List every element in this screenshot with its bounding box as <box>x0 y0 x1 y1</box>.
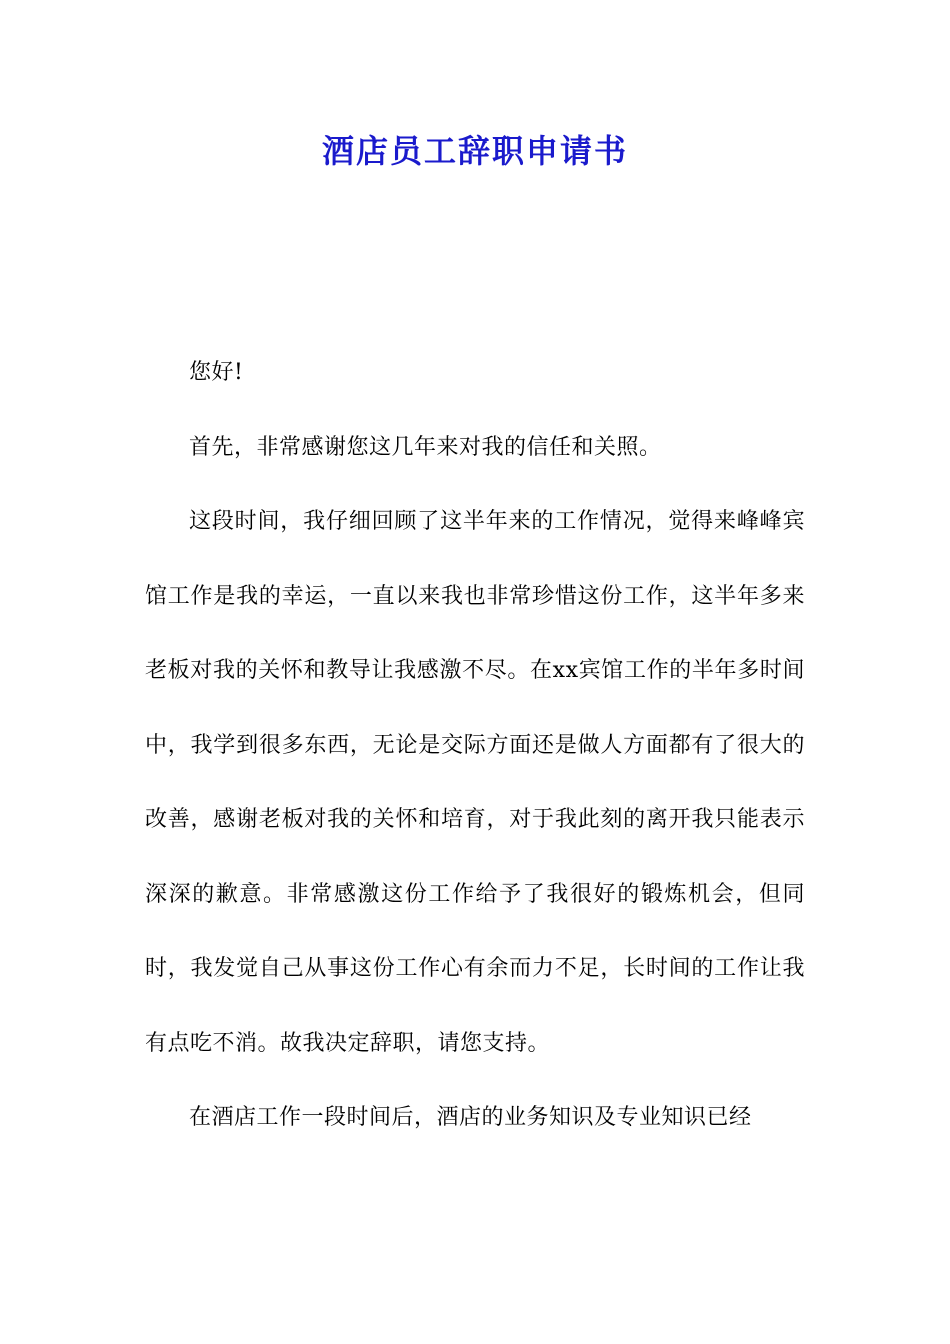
thanks-paragraph: 首先，非常感谢您这几年来对我的信任和关照。 <box>189 434 662 460</box>
document-title: 酒店员工辞职申请书 <box>321 132 628 170</box>
greeting-paragraph: 您好! <box>189 360 244 385</box>
document-body <box>145 336 805 1156</box>
main-paragraph: 这段时间，我仔细回顾了这半年来的工作情况，觉得来峰峰宾馆工作是我的幸运，一直以来我也非常珍惜这份工作，这半年多来老板对我的关怀和教导让我感激不尽。在xx宾馆工作的半年多时间中，我学到很多东西，无论是交际方面还是做人方面都有了很大的改善，感谢老板对我的关怀和培育，对于我此刻的离开我只能表示深深的歉意。非常感激这份工作给予了我很好的锻炼机会，但同时，我发觉自己从事这份工作心有余而力不足，长时间的工作让我有点吃不消。故我决定辞职，请您支持。 <box>145 509 805 1056</box>
closing-paragraph: 在酒店工作一段时间后，酒店的业务知识及专业知识已经 <box>189 1105 752 1130</box>
